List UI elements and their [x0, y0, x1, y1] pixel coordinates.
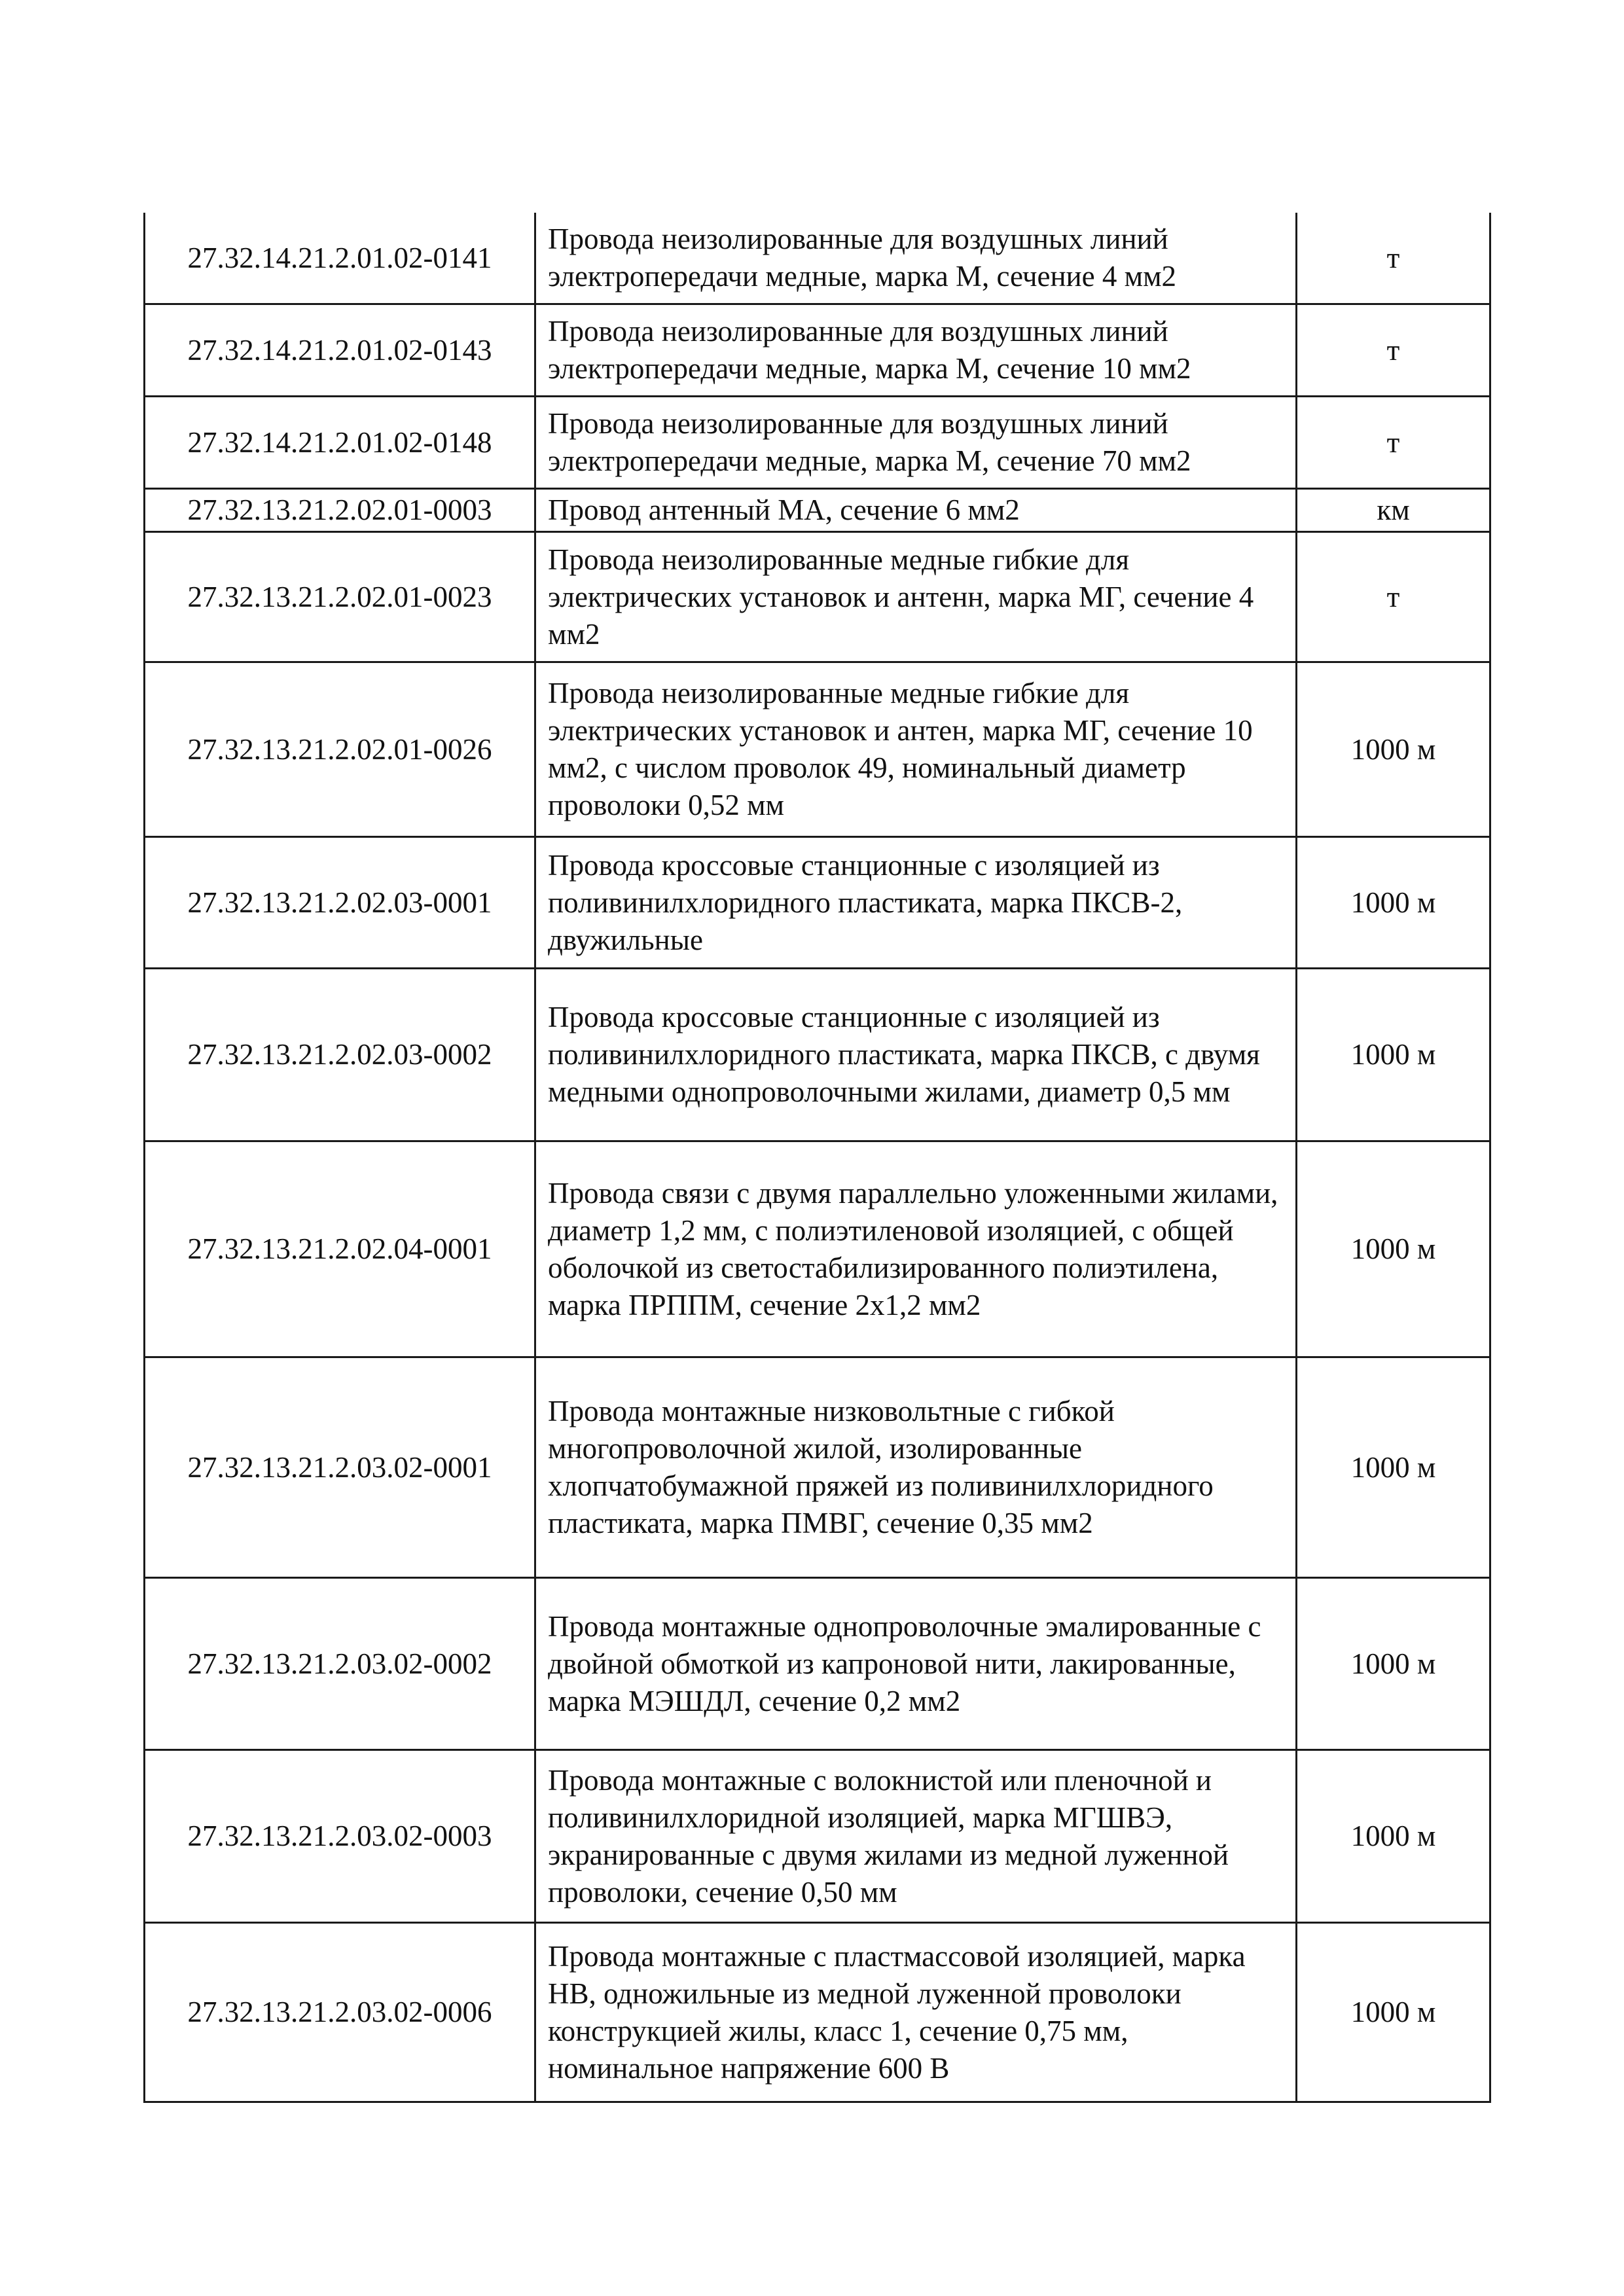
resource-code: 27.32.13.21.2.02.01-0003 — [145, 489, 535, 532]
table-row — [145, 1923, 1490, 2102]
resource-unit: км — [1297, 489, 1490, 532]
table-row — [145, 213, 1490, 304]
resource-unit: т — [1297, 532, 1490, 662]
table-row — [145, 304, 1490, 397]
resource-unit: 1000 м — [1297, 969, 1490, 1141]
resource-code: 27.32.14.21.2.01.02-0141 — [145, 213, 535, 304]
resource-code: 27.32.13.21.2.02.01-0026 — [145, 662, 535, 837]
table-row — [145, 489, 1490, 532]
table-row — [145, 532, 1490, 662]
table-row — [145, 1750, 1490, 1923]
resource-table — [143, 213, 1491, 2103]
resource-code: 27.32.13.21.2.03.02-0002 — [145, 1578, 535, 1750]
resource-unit: 1000 м — [1297, 1578, 1490, 1750]
resource-name: Провода неизолированные для воздушных линий электропередачи медные, марка М, сечение 70 мм2 — [535, 397, 1297, 489]
resource-code: 27.32.13.21.2.02.01-0023 — [145, 532, 535, 662]
resource-name: Провода неизолированные для воздушных линий электропередачи медные, марка М, сечение 10 мм2 — [535, 304, 1297, 397]
resource-unit: т — [1297, 397, 1490, 489]
table-row — [145, 1141, 1490, 1357]
table-row — [145, 662, 1490, 837]
resource-code: 27.32.13.21.2.02.03-0002 — [145, 969, 535, 1141]
resource-name: Провода неизолированные медные гибкие для электрических установок и антен, марка МГ, сечение 10 мм2, с числом проволок 49, номинальный диаметр проволоки 0,52 мм — [535, 662, 1297, 837]
resource-unit: 1000 м — [1297, 662, 1490, 837]
resource-code: 27.32.13.21.2.03.02-0001 — [145, 1357, 535, 1578]
resource-code: 27.32.13.21.2.03.02-0006 — [145, 1923, 535, 2102]
resource-unit: т — [1297, 304, 1490, 397]
resource-name: Провода связи с двумя параллельно уложенными жилами, диаметр 1,2 мм, с полиэтиленовой изоляцией, с общей оболочкой из светостабилизированного полиэтилена, марка ПРППМ, сечение 2х1,2 мм2 — [535, 1141, 1297, 1357]
resource-code: 27.32.13.21.2.02.03-0001 — [145, 837, 535, 969]
table-row — [145, 1357, 1490, 1578]
resource-code: 27.32.14.21.2.01.02-0148 — [145, 397, 535, 489]
resource-name: Провода монтажные однопроволочные эмалированные с двойной обмоткой из капроновой нити, лакированные, марка МЭШДЛ, сечение 0,2 мм2 — [535, 1578, 1297, 1750]
table-row — [145, 1578, 1490, 1750]
resource-code: 27.32.13.21.2.03.02-0003 — [145, 1750, 535, 1923]
resource-name: Провода неизолированные медные гибкие для электрических установок и антенн, марка МГ, сечение 4 мм2 — [535, 532, 1297, 662]
resource-unit: 1000 м — [1297, 1357, 1490, 1578]
resource-name: Провода кроссовые станционные с изоляцией из поливинилхлоридного пластиката, марка ПКСВ-2, двужильные — [535, 837, 1297, 969]
resource-name: Провода неизолированные для воздушных линий электропередачи медные, марка М, сечение 4 мм2 — [535, 213, 1297, 304]
table-row — [145, 397, 1490, 489]
resource-unit: 1000 м — [1297, 1750, 1490, 1923]
resource-code: 27.32.13.21.2.02.04-0001 — [145, 1141, 535, 1357]
table-row — [145, 837, 1490, 969]
resource-unit: 1000 м — [1297, 1141, 1490, 1357]
resource-name: Провод антенный МА, сечение 6 мм2 — [535, 489, 1297, 532]
table-row — [145, 969, 1490, 1141]
resource-name: Провода монтажные низковольтные с гибкой многопроволочной жилой, изолированные хлопчатобумажной пряжей из поливинилхлоридного пластиката, марка ПМВГ, сечение 0,35 мм2 — [535, 1357, 1297, 1578]
resource-name: Провода монтажные с пластмассовой изоляцией, марка НВ, одножильные из медной луженной проволоки конструкцией жилы, класс 1, сечение 0,75 мм, номинальное напряжение 600 В — [535, 1923, 1297, 2102]
resource-code: 27.32.14.21.2.01.02-0143 — [145, 304, 535, 397]
resource-unit: 1000 м — [1297, 1923, 1490, 2102]
resource-name: Провода кроссовые станционные с изоляцией из поливинилхлоридного пластиката, марка ПКСВ, с двумя медными однопроволочными жилами, диаметр 0,5 мм — [535, 969, 1297, 1141]
resource-name: Провода монтажные с волокнистой или пленочной и поливинилхлоридной изоляцией, марка МГШВЭ, экранированные с двумя жилами из медной луженной проволоки, сечение 0,50 мм — [535, 1750, 1297, 1923]
resource-unit: 1000 м — [1297, 837, 1490, 969]
resource-unit: т — [1297, 213, 1490, 304]
